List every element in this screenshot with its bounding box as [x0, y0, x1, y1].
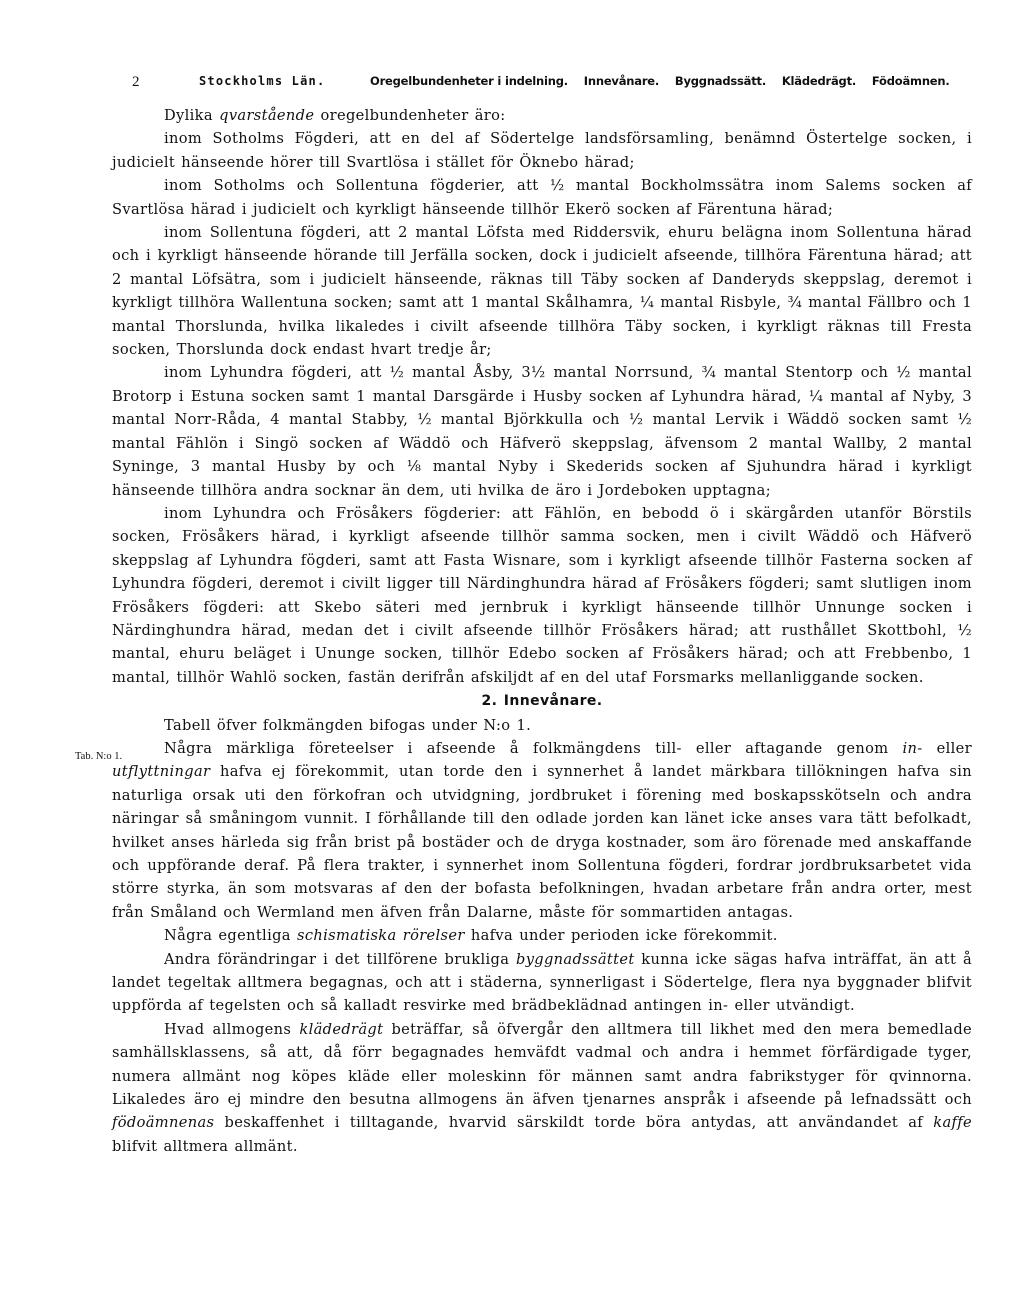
paragraph: [112, 737, 972, 924]
text-run: oregelbundenheter äro:: [314, 107, 506, 124]
paragraph: [112, 127, 972, 174]
text-run: eller: [922, 739, 972, 757]
text-run: beträffar, så öfvergår den alltmera till likhet med den mera bemedlade samhällsklassens, så att, då förr begagnades hemväfdt vadmal och andra i hemmet förfärdigade tyger, numera allmänt nog köpes kläde eller moleskinn för männen samt andra fabrikstyger för qvinnorna. Likaledes äro ej mindre den besutna allmogens än äfven tjenarnes anspråk i afseende på lefnadssätt och: [112, 1020, 972, 1109]
text-run: inom Sotholms Fögderi, att en del af Södertelge landsförsamling, benämnd Östertelge socken, i judicielt hänseende hörer till Svartlösa i stället för Öknebo härad;: [112, 130, 972, 171]
paragraph: [112, 361, 972, 501]
section-heading: [112, 690, 972, 713]
paragraph: [112, 174, 972, 221]
text-run: Tabell öfver folkmängden bifogas under N:o 1.: [164, 716, 532, 734]
page-number: 2: [132, 74, 140, 90]
text-run: inom Lyhundra och Frösåkers fögderier: att Fählön, en bebodd ö i skärgården utanför Börstils socken, Frösåkers härad, i kyrkligt afseende tillhör samma socken, men i civilt Wäddö och Häfverö skeppslag af Lyhundra fögderi, samt att Fasta Wisnare, som i kyrkligt afseende tillhör Fasterna socken af Lyhundra fögderi, deremot i civilt ligger till Närdinghundra härad af Frösåkers fögderi; samt slutligen inom Frösåkers fögderi: att Skebo säteri med jernbruk i kyrkligt hänseende tillhör Unnunge socken i Närdinghundra härad, medan det i civilt afseende tillhör Frösåkers härad; att rusthållet Skottbohl, ½ mantal, ehuru beläget i Ununge socken, tillhör Edebo socken af Frösåkers härad; och att Frebbenbo, 1 mantal, tillhör Wahlö socken, fastän derifrån afskiljdt af en del utaf Forsmarks mellanliggande socken.: [112, 504, 972, 686]
header-topics: [370, 74, 962, 88]
italic-term: in-: [902, 739, 923, 757]
header-topic: Oregelbundenheter i indelning.: [370, 74, 568, 88]
text-run: inom Sollentuna fögderi, att 2 mantal Löfsta med Riddersvik, ehuru belägna inom Sollentuna härad och i kyrkligt hänseende hörande till Jerfälla socken, dock i judicielt afseende, tillhöra Färentuna härad; att 2 mantal Löfsätra, som i judicielt hänseende, räknas till Täby socken af Danderyds skeppslag, deremot i kyrkligt tillhöra Wallentuna socken; samt att 1 mantal Skålhamra, ¼ mantal Risbyle, ¾ mantal Fällbro och 1 mantal Thorslunda, hvilka likaledes i civilt afseende tillhöra Täby socken, i kyrkligt räknas till Fresta socken, Thorslunda dock endast hvart tredje år;: [112, 224, 972, 359]
header-topic: Klädedrägt.: [781, 74, 857, 88]
italic-term: qvarstående: [219, 107, 315, 124]
header-topic: Innevånare.: [583, 74, 660, 88]
italic-term: byggnadssättet: [516, 950, 635, 968]
italic-term: kaffe: [933, 1114, 972, 1132]
body-text: [112, 104, 972, 1158]
running-header: [132, 74, 962, 94]
italic-term: schismatiska rörelser: [297, 927, 465, 945]
italic-term: utflyttningar: [112, 763, 211, 781]
italic-term: klädedrägt: [299, 1020, 384, 1038]
text-run: Dylika: [164, 107, 220, 124]
paragraph: [112, 221, 972, 361]
paragraph: [112, 924, 972, 947]
text-run: hafva under perioden icke förekommit.: [464, 927, 778, 945]
paragraph: [112, 948, 972, 1018]
margin-note-table-ref: Tab. N:o 1.: [75, 751, 123, 762]
italic-term: födoämnenas: [112, 1114, 215, 1132]
text-run: inom Lyhundra fögderi, att ½ mantal Åsby, 3½ mantal Norrsund, ¾ mantal Stentorp och ½ mantal Brotorp i Estuna socken samt 1 mantal Darsgärde i Husby socken af Lyhundra härad, ¼ mantal af Nyby, 3 mantal Norr-Råda, 4 mantal Stabby, ½ mantal Björkkulla och ½ mantal Lervik i Wäddö socken samt ½ mantal Fählön i Singö socken af Wäddö och Häfverö skeppslag, äfvensom 2 mantal Wallby, 2 mantal Syninge, 3 mantal Husby by och ⅛ mantal Nyby i Skederids socken af Sjuhundra härad i kyrkligt hänseende tillhöra andra socknar än dem, uti hvilka de äro i Jordeboken upptagna;: [112, 364, 972, 499]
text-run: inom Sotholms och Sollentuna fögderier, att ½ mantal Bockholmssätra inom Salems socken af Svartlösa härad i judicielt och kyrkligt hänseende tillhör Ekerö socken af Färentuna härad;: [112, 177, 972, 218]
text-run: kunna icke sägas hafva inträffat, än att å landet tegeltak alltmera begagnas, och att i städerna, synnerligast i Södertelge, flera nya byggnader blifvit uppförda af tegelsten och så kalladt resvirke med brädbeklädnad antingen in- eller utvändigt.: [112, 950, 972, 1015]
paragraph: [112, 104, 972, 127]
text-run: hafva ej förekommit, utan torde den i synnerhet å landet märkbara tillökningen hafva sin naturliga orsak uti den förkofran och utvidgning, jordbruket i förening med boskapsskötseln och andra näringar så småningom vunnit. I förhållande till den odlade jorden kan länet icke anses vara tätt befolkadt, hvilket anses härleda sig från brist på bostäder och de dryga kostnader, som äro förenade med anskaffande och uppförande deraf. På flera trakter, i synnerhet inom Sollentuna fögderi, fordrar jordbruksarbetet vida större styrka, än som motsvaras af den der bofasta befolkningen, hvadan arbetare från andra orter, mest från Småland och Wermland men äfven från Dalarne, måste för sommartiden antagas.: [112, 763, 972, 921]
text-run: beskaffenhet i tilltagande, hvarvid särskildt torde böra antydas, att användandet af: [214, 1114, 934, 1132]
text-run: 2. Innevånare.: [481, 693, 603, 710]
text-run: Hvad allmogens: [164, 1020, 300, 1038]
header-topic: Födoämnen.: [871, 74, 950, 88]
paragraph: [112, 1018, 972, 1158]
paragraph: [112, 714, 972, 737]
text-run: Några egentliga: [164, 927, 298, 945]
paragraph: [112, 502, 972, 689]
county-title: Stockholms Län.: [199, 74, 326, 88]
header-topic: Byggnadssätt.: [674, 74, 767, 88]
text-run: blifvit alltmera allmänt.: [112, 1137, 298, 1155]
text-run: Några märkliga företeelser i afseende å folkmängdens till- eller aftagande genom: [164, 739, 903, 757]
text-run: Andra förändringar i det tillförene brukliga: [164, 950, 517, 968]
